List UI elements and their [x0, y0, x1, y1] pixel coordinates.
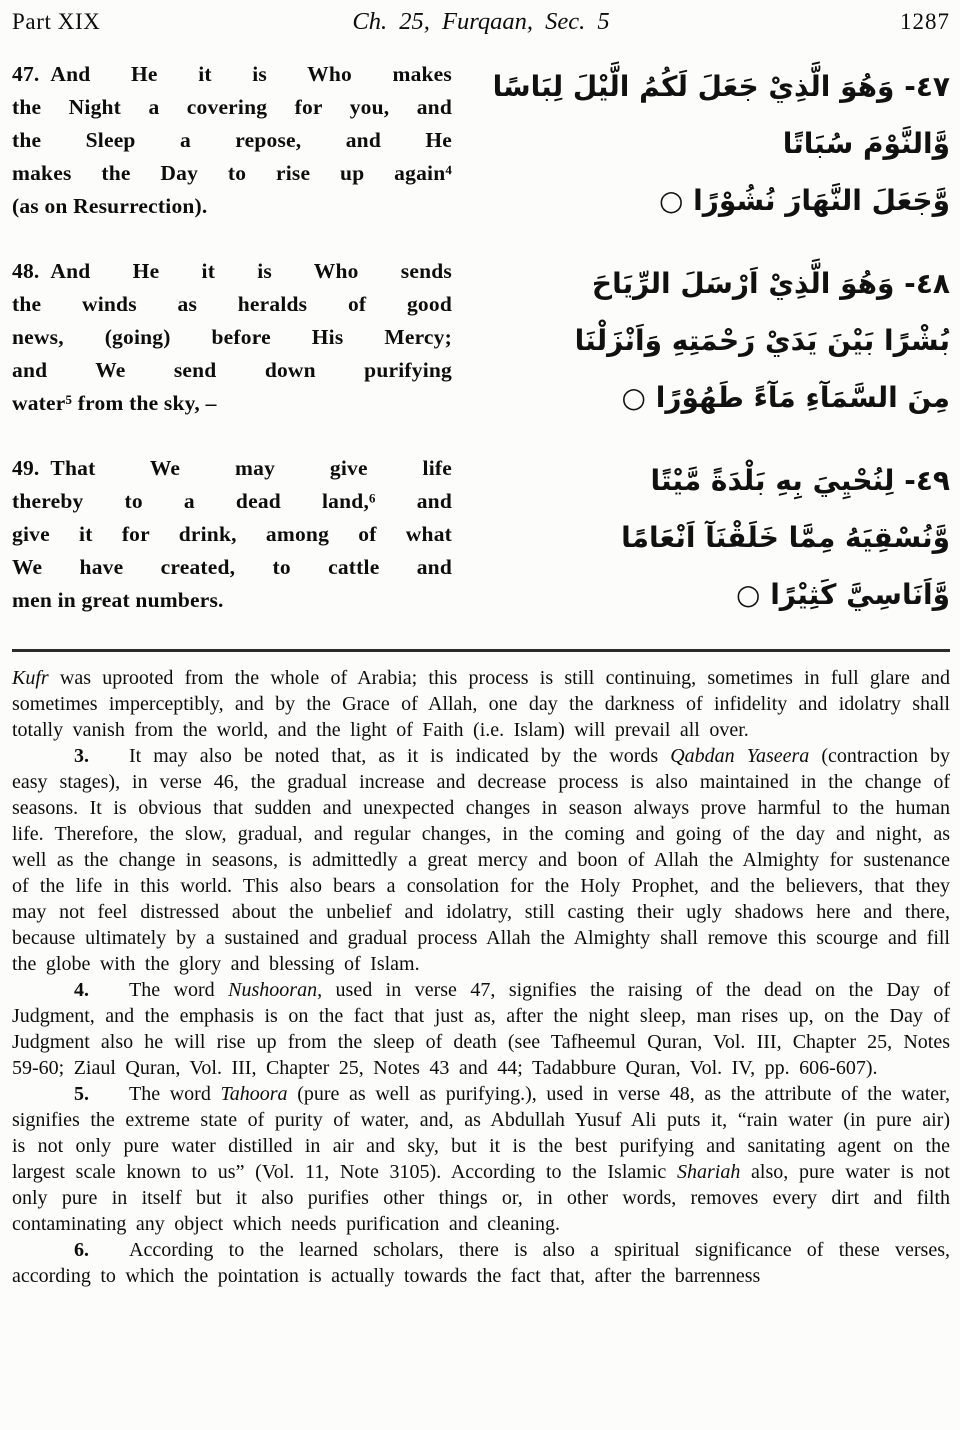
verse-47-arabic [474, 58, 950, 229]
english-line: (as on Resurrection). [12, 194, 208, 218]
footnote-divider [12, 649, 950, 652]
verse-row-47 [12, 58, 950, 229]
footnote-5: 5. The word Tahoora (pure as well as purifying.), used in verse 48, as the attribute of the water, signifies the extreme state of purity of water, and, as Abdullah Yusuf Ali puts it, “rain water (in pure air) is not only pure water distilled in air and sky, but it is the best purifying and sanitating agent on the largest scale known to us” (Vol. 11, Note 3105). According to the Islamic Shariah also, pure water is not only pure in itself but it also purifies other things or, in other words, removes every dirt and filth contaminating any object which needs purification and cleaning. [12, 1083, 951, 1235]
english-line: the Night a covering for you, and [12, 95, 452, 119]
arabic-line: ٤٨- وَهُوَ الَّذِيْ اَرْسَلَ الرِّيَاحَ [591, 267, 950, 300]
english-line: thereby to a dead land,⁶ and [12, 489, 452, 513]
part-label: Part XIX [12, 9, 101, 34]
verses-section [12, 58, 950, 623]
english-line: and We send down purifying [12, 358, 452, 382]
footnote-6: 6. According to the learned scholars, there is also a spiritual significance of these verses, according to which the pointation is actually towards the fact that, after the barrenness [12, 1239, 950, 1287]
english-line: 48. And He it is Who sends [12, 259, 452, 283]
arabic-line: ٤٧- وَهُوَ الَّذِيْ جَعَلَ لَكُمُ الَّيْلَ لِبَاسًا [492, 70, 950, 103]
arabic-line: وَّجَعَلَ النَّهَارَ نُشُوْرًا ○ [659, 184, 950, 217]
english-line: We have created, to cattle and [12, 555, 452, 579]
english-line: water⁵ from the sky, – [12, 391, 217, 415]
verse-48-english [12, 255, 452, 426]
english-line: the Sleep a repose, and He [12, 128, 452, 152]
footnote-3: 3. It may also be noted that, as it is indicated by the words Qabdan Yaseera (contraction by easy stages), in verse 46, the gradual increase and decrease process is also maintained in the change of seasons. It is obvious that sudden and unexpected changes in season always prove harmful to the human life. Therefore, the slow, gradual, and regular changes, in the coming and going of the day and night, as well as the change in seasons, is admittedly a great mercy and boon of Allah the Almighty for sustenance of the life in this world. This also bears a consolation for the Holy Prophet, and the believers, that they may not feel distressed about the unbelief and idolatry, still casting their ugly shadows here and there, because ultimately by a sustained and gradual process Allah the Almighty shall remove this scourge and fill the globe with the glory and blessing of Islam. [12, 745, 950, 975]
arabic-line: ٤٩- لِنُحْيِيَ بِهِ بَلْدَةً مَّيْتًا [650, 464, 950, 497]
verse-47-english [12, 58, 452, 229]
footnote-4: 4. The word Nushooran, used in verse 47, signifies the raising of the dead on the Day of Judgment, and the emphasis is on the fact that just as, after the night sleep, man rises up, on the Day of Judgment also he will rise up from the sleep of death (see Tafheemul Quran, Vol. III, Chapter 25, Notes 59-60; Ziaul Quran, Vol. III, Chapter 25, Notes 43 and 44; Tadabbure Quran, Vol. IV, pp. 606-607). [12, 979, 950, 1079]
english-line: news, (going) before His Mercy; [12, 325, 452, 349]
footnote-continuation: Kufr was uprooted from the whole of Arabia; this process is still continuing, sometimes in full glare and sometimes imperceptibly, and by the Grace of Allah, one day the darkness of infidelity and idolatry shall totally vanish from the world, and the light of Faith (i.e. Islam) will prevail all over. [12, 667, 950, 741]
footnotes-section [12, 665, 950, 1289]
english-line: 47. And He it is Who makes [12, 62, 452, 86]
arabic-line: وَّاَنَاسِيَّ كَثِيْرًا ○ [736, 578, 950, 611]
english-line: 49. That We may give life [12, 456, 452, 480]
verse-row-48 [12, 255, 950, 426]
english-line: the winds as heralds of good [12, 292, 452, 316]
arabic-line: وَّنُسْقِيَهُ مِمَّا خَلَقْنَآ اَنْعَامًا [621, 521, 950, 554]
chapter-title: Ch. 25, Furqaan, Sec. 5 [352, 8, 610, 35]
english-line: give it for drink, among of what [12, 522, 452, 546]
arabic-line: بُشْرًا بَيْنَ يَدَيْ رَحْمَتِهِ وَاَنْزَلْنَا [574, 324, 950, 357]
arabic-line: مِنَ السَّمَآءِ مَآءً طَهُوْرًا ○ [621, 381, 950, 414]
arabic-line: وَّالنَّوْمَ سُبَاتًا [782, 127, 950, 160]
verse-49-english [12, 452, 452, 623]
english-line: makes the Day to rise up again⁴ [12, 161, 452, 185]
page-number: 1287 [900, 9, 950, 34]
verse-row-49 [12, 452, 950, 623]
verse-48-arabic [474, 255, 950, 426]
verse-49-arabic [474, 452, 950, 623]
page-header [12, 6, 950, 36]
english-line: men in great numbers. [12, 588, 224, 612]
